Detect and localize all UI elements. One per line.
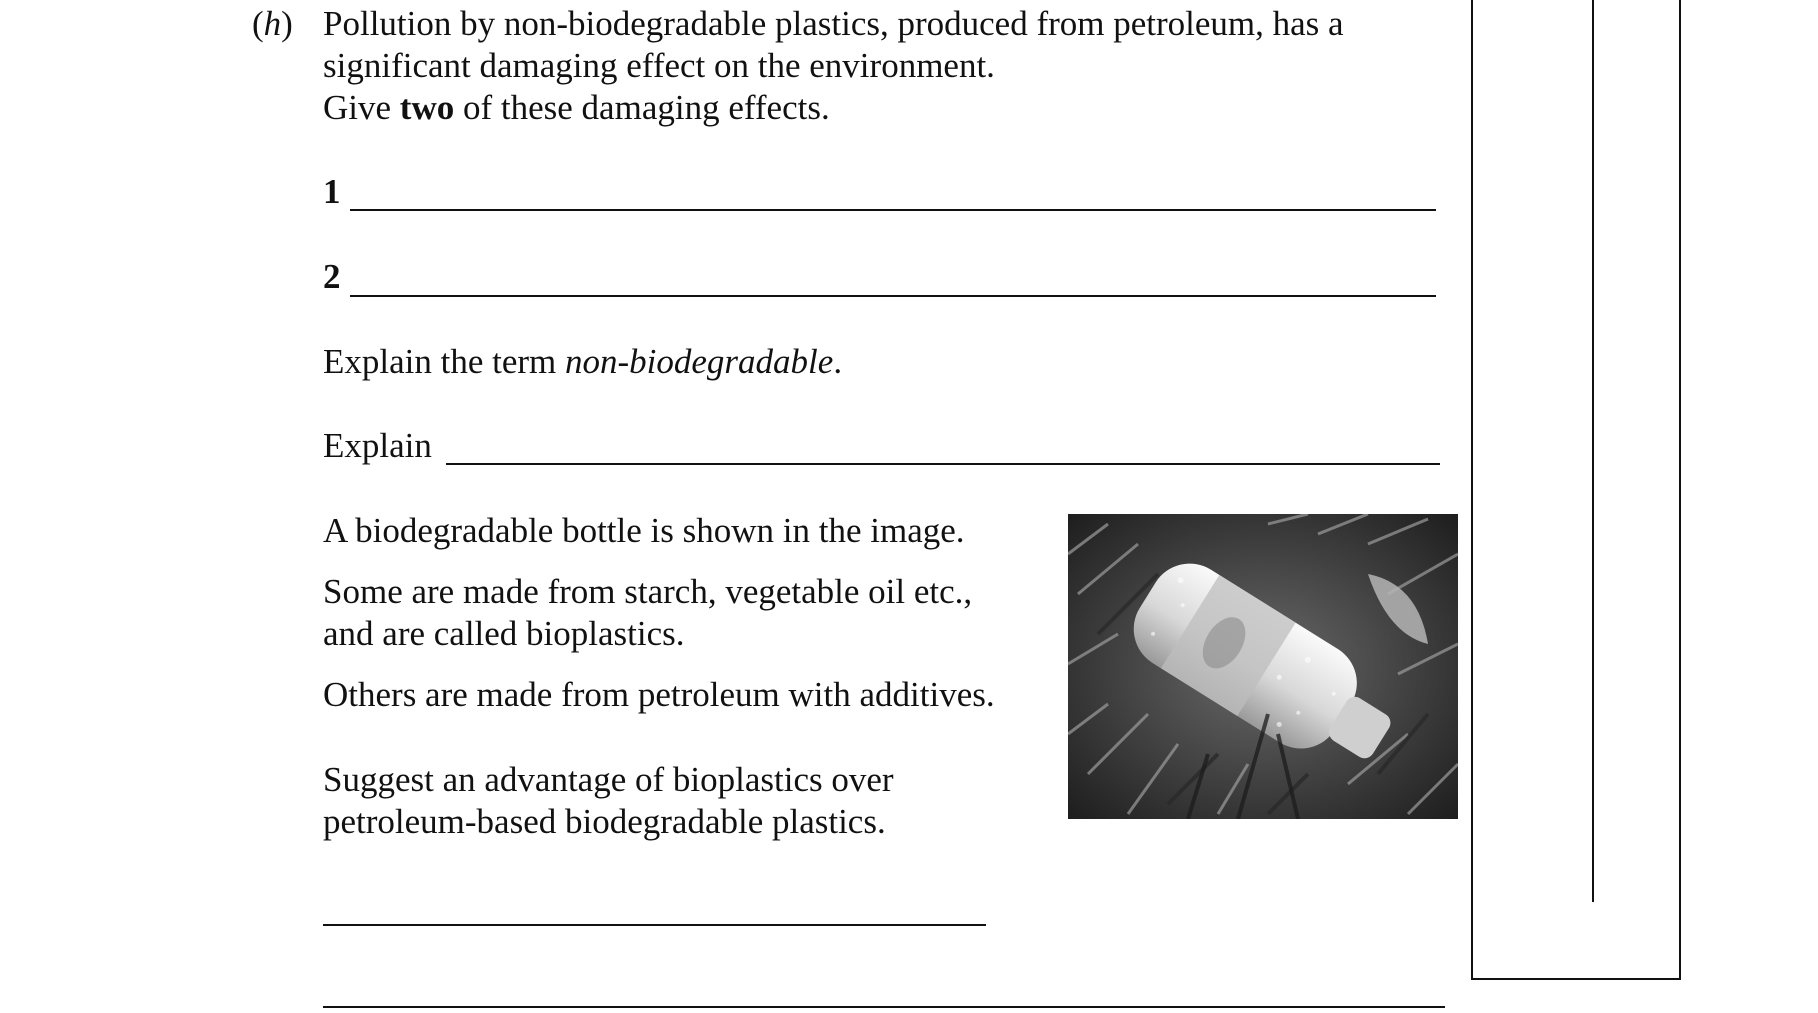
question-part-letter: h [263, 4, 282, 43]
suggest-answer-line-1[interactable] [323, 924, 986, 926]
question-part-label: (h) [252, 4, 293, 43]
margin-divider [1592, 0, 1594, 902]
explain-prompt-pre: Explain the term [323, 342, 566, 381]
explain-answer-line[interactable] [446, 463, 1440, 465]
instruction-pre: Give [323, 88, 400, 127]
info-line-4: Others are made from petroleum with additives. [323, 675, 995, 714]
answer-number-1: 1 [323, 172, 341, 211]
instruction-bold: two [399, 88, 455, 127]
explain-label: Explain [323, 426, 432, 465]
info-line-3: and are called bioplastics. [323, 614, 685, 653]
answer-number-2: 2 [323, 257, 341, 296]
question-instruction [323, 87, 830, 129]
question-intro-line-1: Pollution by non-biodegradable plastics, produced from petroleum, has a [323, 4, 1344, 43]
info-line-1: A biodegradable bottle is shown in the image. [323, 511, 965, 550]
info-line-2: Some are made from starch, vegetable oil etc., [323, 572, 973, 611]
explain-prompt-post: . [833, 342, 843, 381]
answer-line-1[interactable] [350, 209, 1436, 211]
question-intro-line-2: significant damaging effect on the environment. [323, 46, 995, 85]
margin-box [1471, 0, 1681, 980]
suggest-line-2: petroleum-based biodegradable plastics. [323, 802, 886, 841]
suggest-answer-line-2[interactable] [323, 1006, 1445, 1008]
bottle-photo [1068, 514, 1458, 819]
plastic-bottle-image [1068, 514, 1458, 819]
explain-prompt [323, 341, 842, 383]
instruction-post: of these damaging effects. [454, 88, 830, 127]
answer-line-2[interactable] [350, 295, 1436, 297]
suggest-line-1: Suggest an advantage of bioplastics over [323, 760, 894, 799]
explain-prompt-term: non-biodegradable [565, 342, 834, 381]
